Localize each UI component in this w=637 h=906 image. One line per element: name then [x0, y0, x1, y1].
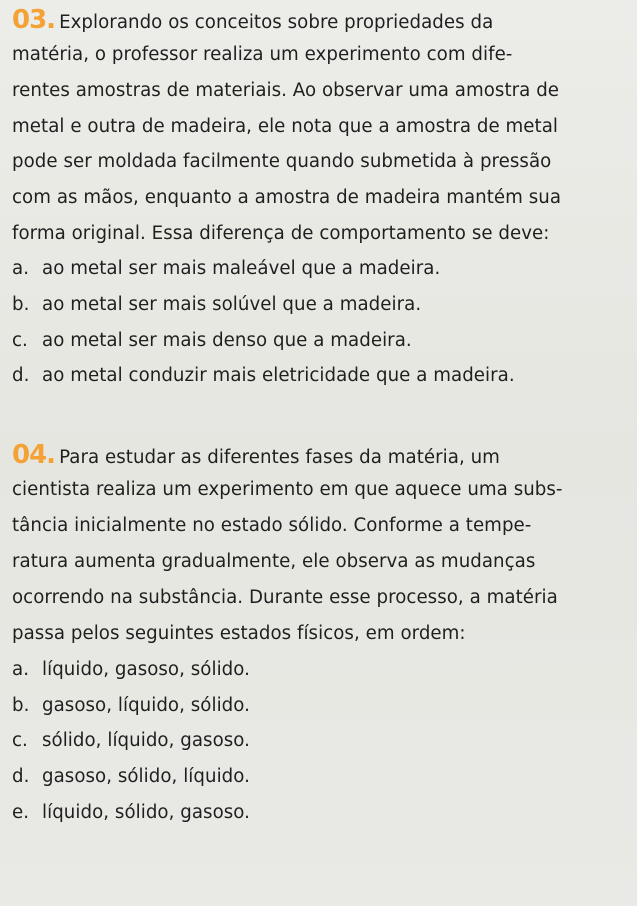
option-text: ao metal ser mais denso que a madeira.	[42, 330, 412, 351]
q03-option-c[interactable]	[12, 329, 412, 353]
q03-option-a[interactable]	[12, 257, 440, 281]
option-text: sólido, líquido, gasoso.	[42, 730, 250, 751]
q03-text-line: metal e outra de madeira, ele nota que a amostra de metal	[12, 116, 559, 137]
q03-number: 03.	[12, 5, 56, 35]
option-letter: b.	[12, 695, 30, 716]
q04-line-1	[12, 440, 500, 470]
q03-text-line: pode ser moldada facilmente quando submetida à pressão	[12, 151, 552, 172]
q03-text-line: matéria, o professor realiza um experimento com dife-	[12, 44, 513, 65]
q04-text-line: cientista realiza um experimento em que aquece uma subs-	[12, 479, 563, 500]
q04-text-line: ratura aumenta gradualmente, ele observa as mudanças	[12, 551, 536, 572]
q04-number: 04.	[12, 440, 56, 470]
option-letter: a.	[12, 258, 30, 279]
option-letter: a.	[12, 659, 30, 680]
q03-text-line: forma original. Essa diferença de comportamento se deve:	[12, 223, 550, 244]
option-text: ao metal ser mais solúvel que a madeira.	[42, 294, 422, 315]
q04-option-d[interactable]	[12, 765, 250, 789]
option-text: gasoso, sólido, líquido.	[42, 766, 250, 787]
option-letter: d.	[12, 766, 30, 787]
q04-text-line: ocorrendo na substância. Durante esse processo, a matéria	[12, 587, 558, 608]
q04-option-a[interactable]	[12, 658, 250, 682]
option-text: ao metal conduzir mais eletricidade que a madeira.	[42, 365, 515, 386]
q03-line-1	[12, 5, 494, 35]
q03-text-line: com as mãos, enquanto a amostra de madeira mantém sua	[12, 187, 562, 208]
q03-text-line: rentes amostras de materiais. Ao observar uma amostra de	[12, 80, 560, 101]
q03-text-line: Explorando os conceitos sobre propriedades da	[59, 12, 494, 33]
q04-option-b[interactable]	[12, 694, 250, 718]
q04-option-c[interactable]	[12, 729, 250, 753]
q04-text-line: tância inicialmente no estado sólido. Conforme a tempe-	[12, 515, 532, 536]
q04-text-line: passa pelos seguintes estados físicos, em ordem:	[12, 623, 466, 644]
q04-option-e[interactable]	[12, 801, 250, 825]
option-text: líquido, gasoso, sólido.	[42, 659, 250, 680]
option-letter: e.	[12, 802, 30, 823]
option-text: líquido, sólido, gasoso.	[42, 802, 250, 823]
option-text: ao metal ser mais maleável que a madeira.	[42, 258, 441, 279]
option-letter: c.	[12, 730, 28, 751]
q03-option-d[interactable]	[12, 364, 515, 388]
q04-text-line: Para estudar as diferentes fases da matéria, um	[59, 447, 500, 468]
option-letter: b.	[12, 294, 30, 315]
option-text: gasoso, líquido, sólido.	[42, 695, 250, 716]
option-letter: c.	[12, 330, 28, 351]
q03-option-b[interactable]	[12, 293, 421, 317]
option-letter: d.	[12, 365, 30, 386]
